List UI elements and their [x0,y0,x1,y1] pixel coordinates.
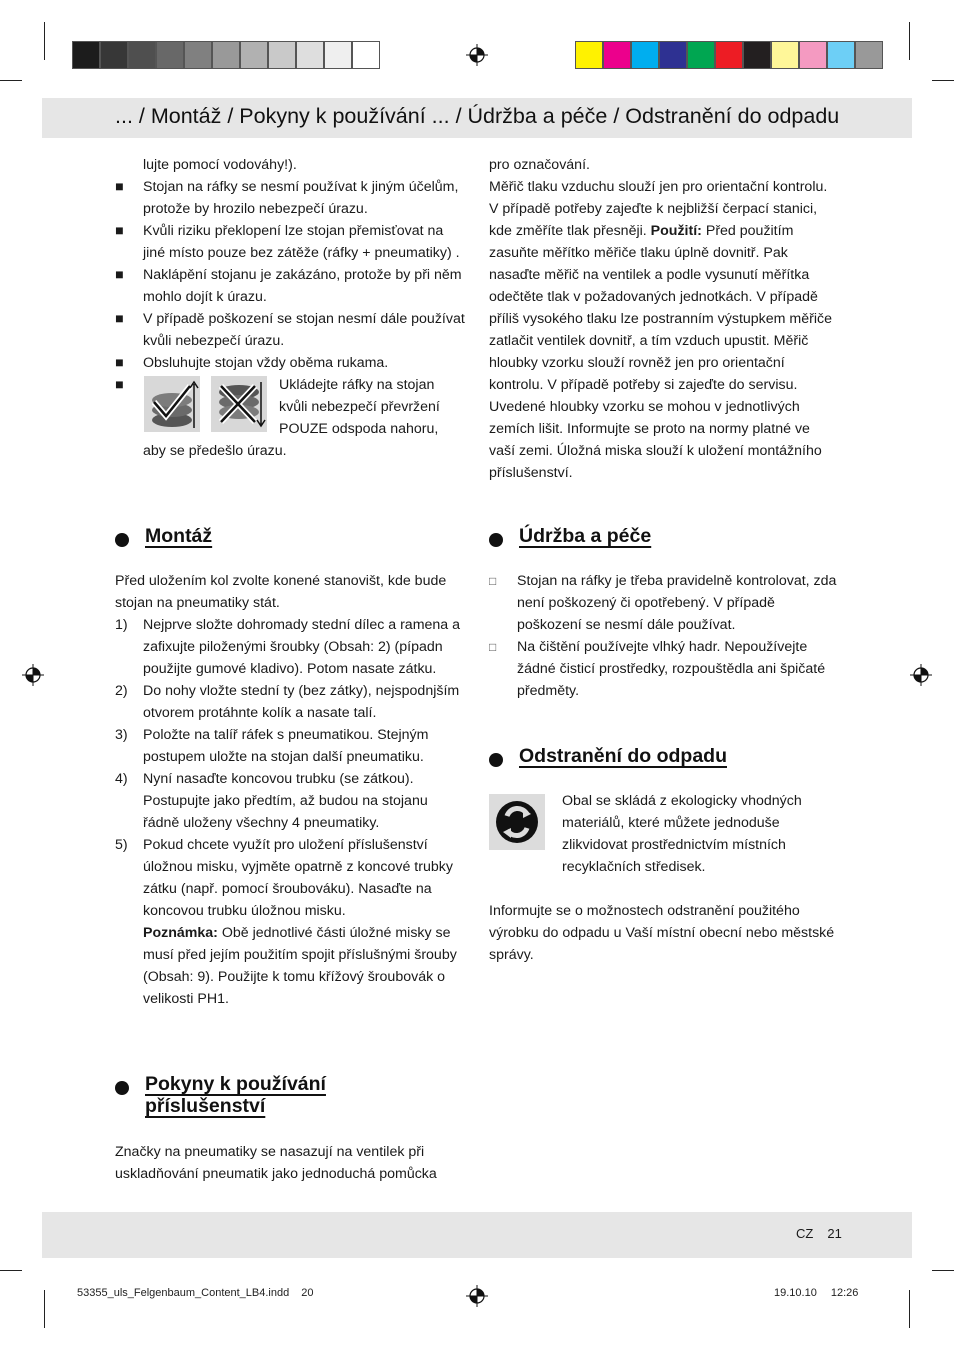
color-swatch [296,41,324,69]
color-swatch [659,41,687,69]
montaz-intro: Před uložením kol zvolte konené stanovišt, kde bude stojan na pneumatiky stát. [115,573,447,611]
green-dot-recycling-icon [489,794,545,850]
bullet-dot-icon [489,533,503,547]
crop-mark [909,1290,910,1328]
page-number-value: 21 [827,1226,842,1241]
footer-band [42,1212,912,1258]
left-column-safety [115,154,465,462]
grayscale-color-bar [72,41,380,69]
intro-continuation: lujte pomocí vodováhy!). [143,157,297,173]
list-item: ■ Naklápění stojanu je zakázáno, protože by při něm mohlo dojít k úrazu. [115,267,462,305]
list-item: □ Stojan na ráfky je třeba pravidelně kontrolovat, zda není poškozený či opotřebený. V případě poškození se nesmí dále používat. [489,573,837,633]
color-swatch [156,41,184,69]
list-item: ■ Kvůli riziku překlopení lze stojan přemisťovat na jiné místo pouze bez zátěže (ráfky + pneumatiky) . [115,223,460,261]
color-swatch [603,41,631,69]
language-code: CZ [796,1226,814,1241]
montaz-body [115,570,465,1010]
color-swatch [771,41,799,69]
slug-file: 53355_uls_Felgenbaum_Content_LB4.indd 20 [77,1287,314,1299]
list-item: 3) Položte na talíř ráfek s pneumatikou. Stejným postupem uložte na stojan další pneumatiku. [115,727,429,765]
color-swatch [72,41,100,69]
crop-mark [909,22,910,60]
color-swatch [743,41,771,69]
section-heading-udrzba: Údržba a péče [489,524,839,554]
page-number [796,1226,842,1241]
section-heading-odpad: Odstranění do odpadu [489,744,839,774]
color-swatch [184,41,212,69]
crop-mark [44,1290,45,1328]
color-swatch [240,41,268,69]
stack-correct-icon [144,376,200,432]
color-swatch [687,41,715,69]
list-item: 4) Nyní nasaďte koncovou trubku (se zátkou). Postupujte jako předtím, až budou na stojanu řádně uloženy všechny 4 pneumatiky. [115,771,428,831]
list-item: □ Na čištění používejte vlhký hadr. Nepoužívejte žádné čisticí prostředky, rozpouštědla ani špičaté předměty. [489,639,826,699]
color-swatch [799,41,827,69]
color-swatch [100,41,128,69]
list-item: ■ V případě poškození se stojan nesmí dále používat kvůli nebezpečí úrazu. [115,311,465,349]
color-swatch [631,41,659,69]
color-swatch [352,41,380,69]
list-item: ■ Stojan na ráfky se nesmí používat k jiným účelům, protože by hrozilo nebezpečí úrazu. [115,179,459,217]
color-swatch [855,41,883,69]
stacking-bullet-text: Ukládejte ráfky na stojan kvůli nebezpečí převržení POUZE odspoda nahoru, [279,377,440,437]
registration-mark-icon [466,1285,488,1307]
process-color-bar [575,41,883,69]
crop-mark [0,1270,22,1271]
color-swatch [268,41,296,69]
stacking-bullet-tail: aby se předešlo úrazu. [143,443,287,459]
crop-mark [932,1270,954,1271]
page-title: ... / Montáž / Pokyny k používání ... / Údržba a péče / Odstranění do odpadu [115,104,840,128]
list-item: 1) Nejprve složte dohromady stední dílec a ramena a zafixujte piloženými šroubky (Obsah: 2) (pípadn použijte gumové kladivo). Potom nasate zátku. [115,617,461,677]
bullet-dot-icon [115,1081,129,1095]
color-swatch [324,41,352,69]
bullet-dot-icon [115,533,129,547]
odpad-packaging: Obal se skládá z ekologicky vhodných materiálů, které můžete jednoduše zlikvidovat prostřednictvím místních recyklačních středisek. [562,793,802,875]
list-item: 5) Pokud chcete využít pro uložení příslušenství úložnou misku, vyjměte opatrně z koncové trubky zátku (např. pomocí šroubováku). Nasaďte na koncovou trubku úložnou misku. [115,837,453,919]
registration-mark-icon [22,664,44,686]
gauge-text: Měřič tlaku vzduchu slouží jen pro orientační kontrolu. V případě potřeby zajeďte k nejbližší čerpací stanici, kde změříte tlak přesněji. Použití: Před použitím zasuňte měřítko měřiče tlaku úplně dovnitř. Pak nasaďte měřič na ventilek a podle vysunutí měřítka odečtěte tlak v požadovaných jednotkách. V případě příliš vysokého tlaku lze postranním výstupkem měřiče zatlačit ventilek dovnitř, a tím vzduch upustit. Měřič hloubky vzorku slouží rovněž jen pro orientační kontrolu. V případě potřeby si zajeďte do servisu. Uvedené hloubky vzorku se mohou v jednotlivých zemích lišit. Informujte se proto na normy platné ve vaší zemi. Úložná miska slouží k uložení montážního příslušenství. [489,179,832,481]
list-item: ■ Obsluhujte stojan vždy oběma rukama. [115,355,389,371]
registration-mark-icon [910,664,932,686]
color-swatch [212,41,240,69]
registration-mark-icon [466,44,488,66]
color-swatch [128,41,156,69]
right-column-gauge: pro označování. Měřič tlaku vzduchu slouží jen pro orientační kontrolu. V případě potřeby zajeďte k nejbližší čerpací stanici, kde změříte tlak přesněji. Použití: Před použitím zasuňte měřítko měřiče tlaku úplně dovnitř. Pak nasaďte měřič na ventilek a podle vysunutí měřítka odečtěte tlak v požadovaných jednotkách. V případě příliš vysokého tlaku lze postranním výstupkem měřiče zatlačit ventilek dovnitř, a tím vzduch upustit. Měřič hloubky vzorku slouží rovněž jen pro orientační kontrolu. V případě potřeby si zajeďte do servisu. Uvedené hloubky vzorku se mohou v jednotlivých zemích lišit. Informujte se proto na normy platné ve vaší zemi. Úložná miska slouží k uložení montážního příslušenství. [489,154,839,484]
list-item: 2) Do nohy vložte stední ty (bez zátky), nejspodnjším otvorem protáhnte kolík a nasate talí. [115,683,460,721]
color-swatch [827,41,855,69]
montaz-note: Poznámka: Obě jednotlivé části úložné misky se musí před jejím použitím spojit příslušnými šrouby (Obsah: 9). Použijte k tomu křížový šroubovák o velikosti PH1. [143,925,457,1007]
section-heading-montaz: Montáž [115,524,465,554]
udrzba-body [489,570,839,702]
slug-timestamp: 19.10.10 12:26 [774,1287,859,1299]
pokyny-body: Značky na pneumatiky se nasazují na ventilek při uskladňování pneumatik jako jednoduchá pomůcka [115,1144,437,1182]
section-heading-pokyny: Pokyny k používání příslušenství [115,1072,465,1124]
odpad-info: Informujte se o možnostech odstranění použitého výrobku do odpadu u Vaší místní obecní nebo městské správy. [489,903,835,963]
color-swatch [575,41,603,69]
crop-mark [44,22,45,60]
bullet-dot-icon [489,753,503,767]
list-item: ■ Ukládejte ráfky na stojan kvůli nebezpečí převržení POUZE odspoda nahoru, [115,374,465,440]
crop-mark [0,80,22,81]
color-swatch [715,41,743,69]
stack-wrong-icon [211,376,267,432]
crop-mark [932,80,954,81]
